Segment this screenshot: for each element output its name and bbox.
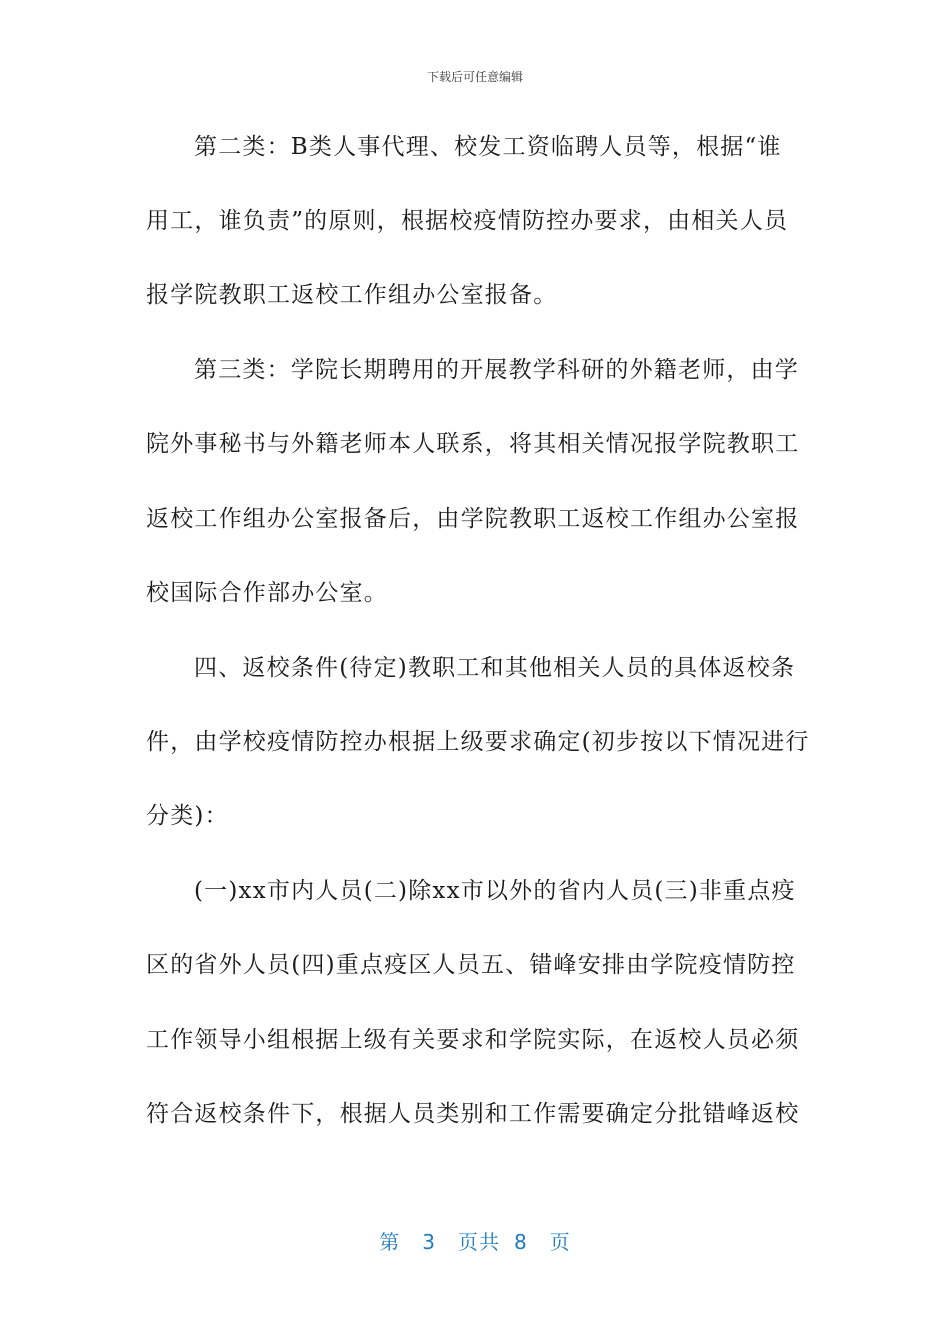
page-prefix: 第 xyxy=(379,1230,401,1254)
paragraph-line: 校国际合作部办公室。 xyxy=(146,580,388,606)
paragraph-line: 返校工作组办公室报备后，由学院教职工返校工作组办公室报 xyxy=(146,506,800,532)
paragraph-line: 报学院教职工返校工作组办公室报备。 xyxy=(146,282,558,308)
paragraph-line: 院外事秘书与外籍老师本人联系，将其相关情况报学院教职工 xyxy=(146,431,800,457)
page-current: 3 xyxy=(422,1230,436,1254)
page-number-footer xyxy=(0,1226,950,1255)
paragraph-line: 工作领导小组根据上级有关要求和学院实际，在返校人员必须 xyxy=(146,1027,800,1053)
page-middle: 页共 xyxy=(458,1230,500,1254)
page-total: 8 xyxy=(514,1230,528,1254)
paragraph-line: 件，由学校疫情防控办根据上级要求确定(初步按以下情况进行 xyxy=(146,729,810,755)
paragraph-line: 符合返校条件下，根据人员类别和工作需要确定分批错峰返校 xyxy=(146,1101,800,1127)
header-note: 下载后可任意编辑 xyxy=(426,70,523,84)
paragraph-line: 第三类：学院长期聘用的开展教学科研的外籍老师，由学 xyxy=(194,357,799,383)
paragraph-line: 四、返校条件(待定)教职工和其他相关人员的具体返校条 xyxy=(194,655,796,681)
paragraph-line: (一)xx市内人员(二)除xx市以外的省内人员(三)非重点疫 xyxy=(194,878,796,904)
paragraph-line: 分类)： xyxy=(146,803,229,829)
paragraph-line: 区的省外人员(四)重点疫区人员五、错峰安排由学院疫情防控 xyxy=(146,952,796,978)
page-suffix: 页 xyxy=(549,1230,571,1254)
paragraph-line: 用工，谁负责”的原则，根据校疫情防控办要求，由相关人员 xyxy=(146,208,789,234)
paragraph-line: 第二类：B类人事代理、校发工资临聘人员等，根据“谁 xyxy=(194,134,782,160)
